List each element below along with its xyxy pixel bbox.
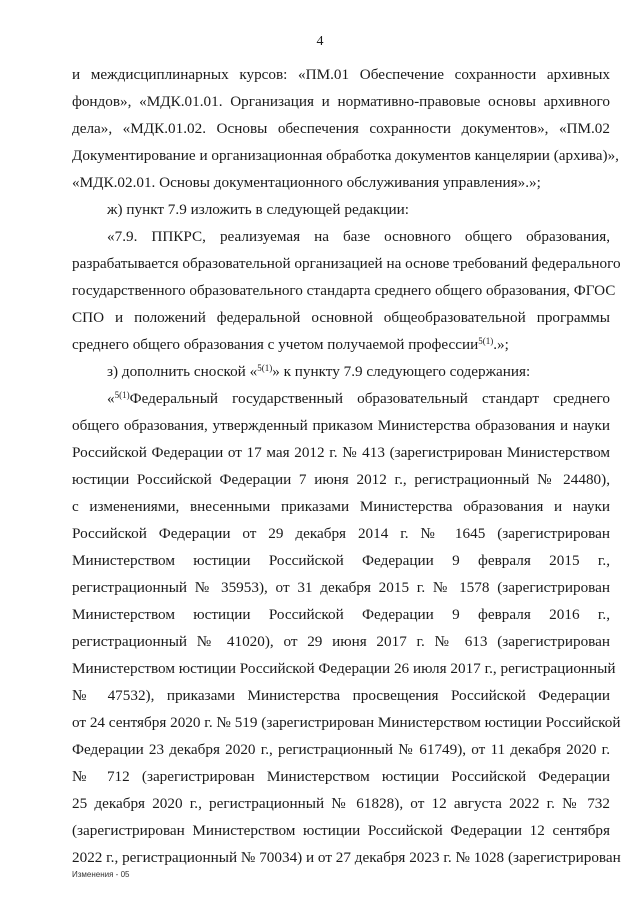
- text-line-7: «7.9. ППКРС, реализуемая на базе основного общего образования,: [107, 228, 610, 245]
- text-line-1: и междисциплинарных курсов: «ПМ.01 Обеспечение сохранности архивных: [72, 66, 610, 83]
- footnote-mark: 5(1): [114, 390, 130, 400]
- text-line-30: 2022 г., регистрационный № 70034) и от 27 декабря 2023 г. № 1028 (зарегистрирован: [72, 849, 621, 866]
- footnote-line-13: Федеральный государственный образовательный стандарт среднего: [129, 390, 610, 407]
- text-line-20: регистрационный № 35953), от 31 декабря 2015 г. № 1578 (зарегистрирован: [72, 579, 610, 596]
- footer-note: Изменения - 05: [72, 870, 130, 879]
- text-line-11-tail: .»;: [493, 336, 509, 353]
- text-line-28: 25 декабря 2020 г., регистрационный № 61828), от 12 августа 2022 г. № 732: [72, 795, 610, 812]
- text-line-18: Российской Федерации от 29 декабря 2014 г. № 1645 (зарегистрирован: [72, 525, 610, 542]
- text-line-26: Федерации 23 декабря 2020 г., регистрационный № 61749), от 11 декабря 2020 г.: [72, 741, 610, 758]
- text-line-8: разрабатывается образовательной организацией на основе требований федерального: [72, 255, 621, 272]
- text-line-9: государственного образовательного стандарта среднего общего образования, ФГОС: [72, 282, 616, 299]
- footnote-first-line: [107, 388, 610, 410]
- text-line-2: фондов», «МДК.01.01. Организация и нормативно-правовые основы архивного: [72, 93, 610, 110]
- page-number: 4: [316, 34, 324, 49]
- text-line-12-tail: » к пункту 7.9 следующего содержания:: [272, 363, 531, 380]
- text-line-24: № 47532), приказами Министерства просвещения Российской Федерации: [72, 687, 610, 704]
- text-line-23: Министерством юстиции Российской Федерации 26 июля 2017 г., регистрационный: [72, 660, 616, 677]
- text-line-15: Российской Федерации от 17 мая 2012 г. № 413 (зарегистрирован Министерством: [72, 444, 610, 461]
- text-line-4: Документирование и организационная обработка документов канцелярии (архива)»,: [72, 147, 619, 164]
- text-line-5: «МДК.02.01. Основы документационного обслуживания управления».»;: [72, 174, 541, 191]
- text-line-11-body: среднего общего образования с учетом получаемой профессии: [72, 336, 479, 353]
- text-line-19: Министерством юстиции Российской Федерации 9 февраля 2015 г.,: [72, 552, 610, 569]
- text-line-14: общего образования, утвержденный приказом Министерства образования и науки: [72, 417, 610, 434]
- text-line-27: № 712 (зарегистрирован Министерством юстиции Российской Федерации: [72, 768, 610, 785]
- text-line-25: от 24 сентября 2020 г. № 519 (зарегистрирован Министерством юстиции Российской: [72, 714, 621, 731]
- text-line-12: [107, 361, 610, 383]
- text-line-29: (зарегистрирован Министерством юстиции Российской Федерации 12 сентября: [72, 822, 610, 839]
- footnote-ref: 5(1): [257, 363, 273, 373]
- text-line-3: дела», «МДК.01.02. Основы обеспечения сохранности документов», «ПМ.02: [72, 120, 610, 137]
- footnote-ref: 5(1): [478, 336, 494, 346]
- text-line-6: ж) пункт 7.9 изложить в следующей редакции:: [107, 201, 409, 218]
- quote-open: «$^{5(1)}$Федеральный государственный образовательный стандарт среднего: [107, 390, 610, 407]
- text-line-10: СПО и положений федеральной основной общеобразовательной программы: [72, 309, 610, 326]
- text-line-16: юстиции Российской Федерации 7 июня 2012 г., регистрационный № 24480),: [72, 471, 610, 488]
- text-line-11: [72, 334, 610, 356]
- text-line-17: с изменениями, внесенными приказами Министерства образования и науки: [72, 498, 610, 515]
- text-line-21: Министерством юстиции Российской Федерации 9 февраля 2016 г.,: [72, 606, 610, 623]
- text-line-12-head: з) дополнить сноской «: [107, 363, 258, 380]
- text-line-22: регистрационный № 41020), от 29 июня 2017 г. № 613 (зарегистрирован: [72, 633, 610, 650]
